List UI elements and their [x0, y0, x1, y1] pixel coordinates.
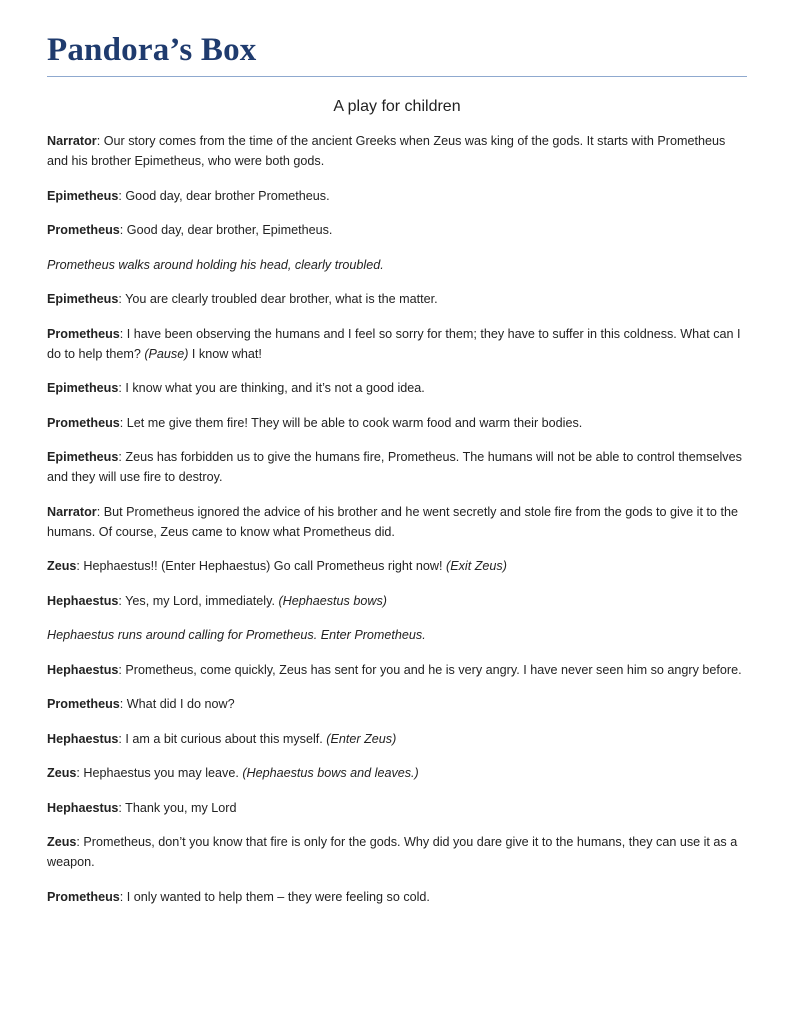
dialogue-line	[47, 447, 747, 487]
speaker-separator: :	[118, 450, 122, 464]
speaker-name: Hephaestus	[47, 662, 119, 677]
line-text: Zeus has forbidden us to give the humans fire, Prometheus. The humans will not be able to control themselves and they will use fire to destroy.	[47, 450, 742, 484]
dialogue-line	[47, 502, 747, 542]
line-text: I know what you are thinking, and it’s not a good idea.	[121, 381, 425, 395]
speaker-name: Zeus	[47, 835, 77, 849]
dialogue-line	[47, 591, 747, 611]
line-text: Good day, dear brother Prometheus.	[121, 188, 330, 203]
dialogue-line	[47, 832, 747, 872]
line-text: Thank you, my Lord	[121, 800, 237, 815]
line-text: I have been observing the humans and I feel so sorry for them; they have to suffer in this coldness. What can I do to help them?	[47, 326, 741, 361]
title-underline	[47, 76, 747, 77]
speaker-separator: :	[118, 731, 122, 746]
dialogue-line	[47, 413, 747, 433]
stage-note: (Hephaestus bows)	[278, 593, 387, 608]
play-script	[47, 131, 747, 907]
speaker-separator: :	[119, 223, 124, 237]
dialogue-line	[47, 131, 747, 171]
speaker-name: Hephaestus	[47, 731, 119, 746]
speaker-separator: :	[119, 326, 124, 341]
line-text: I only wanted to help them – they were feeling so cold.	[123, 889, 430, 904]
dialogue-line	[47, 324, 747, 364]
speaker-name: Prometheus	[47, 889, 120, 904]
document-page	[47, 30, 747, 921]
stage-direction	[47, 625, 747, 645]
speaker-separator: :	[119, 697, 124, 711]
speaker-separator: :	[118, 381, 122, 395]
speaker-separator: :	[118, 662, 122, 677]
speaker-name: Prometheus	[47, 697, 120, 711]
speaker-name: Hephaestus	[47, 800, 119, 815]
line-text: Yes, my Lord, immediately.	[121, 593, 279, 608]
stage-direction	[47, 255, 747, 275]
speaker-name: Prometheus	[47, 415, 120, 430]
speaker-name: Zeus	[47, 766, 77, 780]
dialogue-line	[47, 556, 747, 576]
speaker-separator: :	[96, 504, 101, 519]
line-text: Hephaestus you may leave.	[79, 766, 243, 780]
speaker-name: Hephaestus	[47, 593, 119, 608]
speaker-separator: :	[119, 889, 124, 904]
speaker-name: Epimetheus	[47, 188, 119, 203]
stage-note: (Pause)	[144, 346, 189, 361]
speaker-name: Epimetheus	[47, 292, 119, 306]
speaker-name: Narrator	[47, 134, 97, 148]
stage-note: (Enter Zeus)	[326, 731, 397, 746]
dialogue-line	[47, 186, 747, 206]
speaker-separator: :	[118, 188, 122, 203]
line-text: Prometheus, don’t you know that fire is only for the gods. Why did you dare give it to the humans, they can use it as a weapon.	[47, 835, 738, 869]
line-text: I am a bit curious about this myself.	[121, 731, 327, 746]
speaker-separator: :	[118, 292, 122, 306]
speaker-name: Zeus	[47, 559, 77, 573]
line-text: Good day, dear brother, Epimetheus.	[123, 223, 333, 237]
document-title: Pandora’s Box	[47, 32, 257, 68]
speaker-name: Prometheus	[47, 326, 120, 341]
dialogue-line	[47, 289, 747, 309]
stage-note: (Hephaestus bows and leaves.)	[242, 766, 419, 780]
speaker-name: Epimetheus	[47, 450, 119, 464]
dialogue-line	[47, 378, 747, 398]
speaker-separator: :	[118, 800, 122, 815]
line-text: But Prometheus ignored the advice of his brother and he went secretly and stole fire from the gods to give it to the humans. Of course, Zeus came to know what Prometheus did.	[47, 504, 738, 539]
line-text: Hephaestus!! (Enter Hephaestus) Go call Prometheus right now!	[79, 559, 447, 573]
speaker-name: Prometheus	[47, 223, 120, 237]
dialogue-line	[47, 220, 747, 240]
dialogue-line	[47, 660, 747, 680]
stage-note: Prometheus walks around holding his head, clearly troubled.	[47, 257, 384, 272]
line-text-continued: I know what!	[188, 346, 262, 361]
line-text: Our story comes from the time of the ancient Greeks when Zeus was king of the gods. It starts with Prometheus and his brother Epimetheus, who were both gods.	[47, 134, 726, 168]
line-text: What did I do now?	[123, 697, 235, 711]
stage-note: (Exit Zeus)	[446, 559, 507, 573]
stage-note: Hephaestus runs around calling for Prometheus. Enter Prometheus.	[47, 628, 426, 642]
dialogue-line	[47, 694, 747, 714]
line-text: Prometheus, come quickly, Zeus has sent for you and he is very angry. I have never seen him so angry before.	[121, 662, 742, 677]
speaker-separator: :	[119, 415, 124, 430]
speaker-name: Narrator	[47, 504, 97, 519]
line-text: Let me give them fire! They will be able to cook warm food and warm their bodies.	[123, 415, 583, 430]
line-text: You are clearly troubled dear brother, what is the matter.	[121, 292, 438, 306]
dialogue-line	[47, 729, 747, 749]
dialogue-line	[47, 763, 747, 783]
speaker-name: Epimetheus	[47, 381, 119, 395]
speaker-separator: :	[76, 835, 80, 849]
dialogue-line	[47, 798, 747, 818]
speaker-separator: :	[76, 559, 80, 573]
document-subtitle: A play for children	[333, 98, 461, 115]
dialogue-line	[47, 887, 747, 907]
speaker-separator: :	[96, 134, 101, 148]
speaker-separator: :	[118, 593, 122, 608]
speaker-separator: :	[76, 766, 80, 780]
